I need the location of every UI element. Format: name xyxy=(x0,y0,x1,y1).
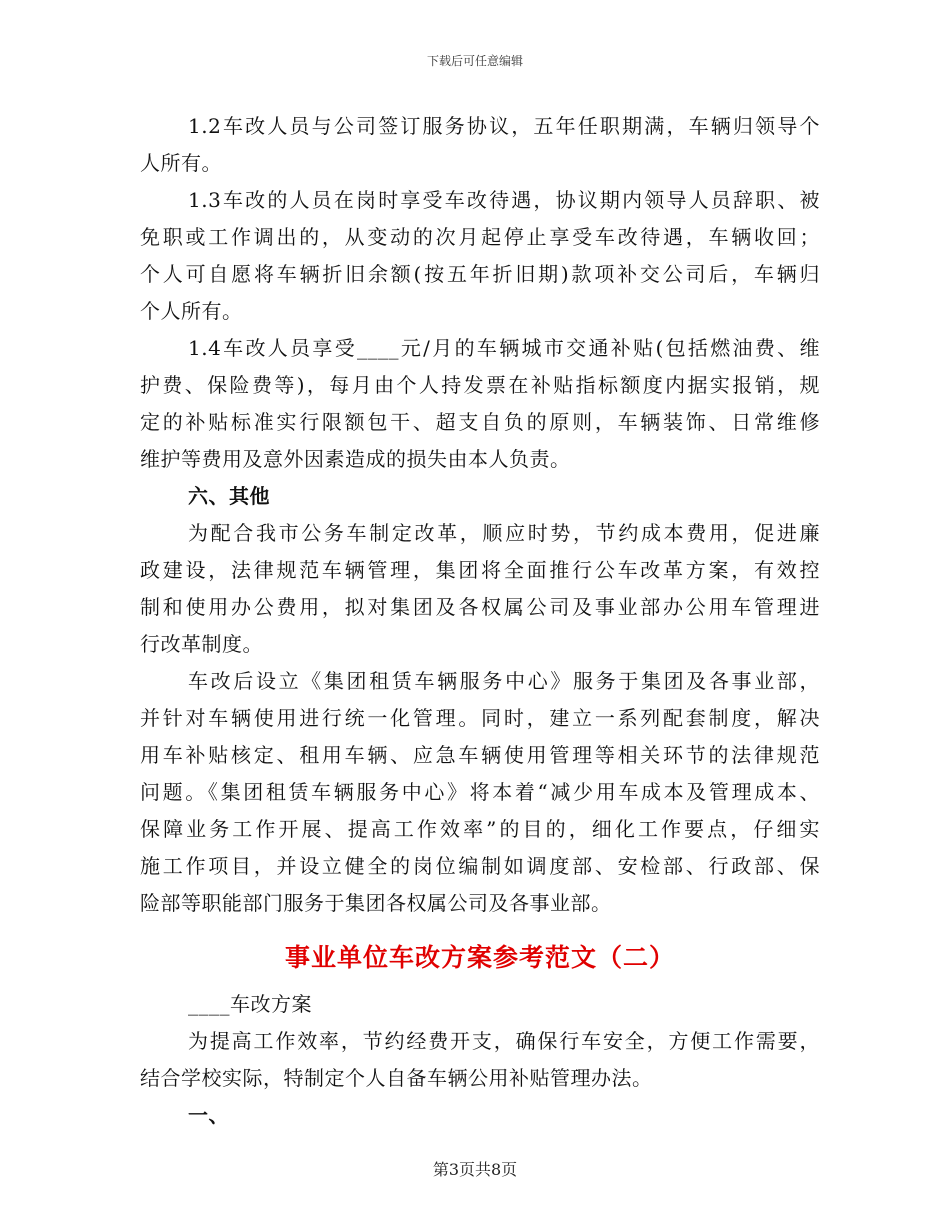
text-line: 为配合我市公务车制定改革，顺应时势，节约成本费用，促进廉 xyxy=(188,521,820,545)
section-paragraphs xyxy=(140,108,820,922)
text-line: 定的补贴标准实行限额包干、超支自负的原则，车辆装饰、日常维修 xyxy=(140,410,820,434)
text-line: 维护等费用及意外因素造成的损失由本人负责。 xyxy=(140,447,571,471)
page-header: 下载后可任意编辑 xyxy=(426,54,523,68)
document-body xyxy=(140,108,820,1134)
text-line: 施工作项目，并设立健全的岗位编制如调度部、安检部、行政部、保 xyxy=(140,854,820,878)
text-line: 为提高工作效率，节约经费开支，确保行车安全，方便工作需要， xyxy=(188,1029,820,1053)
spacer xyxy=(140,922,820,930)
text-line: 护费、保险费等)，每月由个人持发票在补贴指标额度内据实报销，规 xyxy=(140,373,820,397)
text-line: 政建设，法律规范车辆管理，集团将全面推行公车改革方案，有效控 xyxy=(140,558,820,582)
text-line: 用车补贴核定、租用车辆、应急车辆使用管理等相关环节的法律规范 xyxy=(140,743,820,767)
text-line: 结合学校实际，特制定个人自备车辆公用补贴管理办法。 xyxy=(140,1066,653,1090)
section-title: 事业单位车改方案参考范文（二） xyxy=(284,943,675,972)
page-footer: 第3页共8页 xyxy=(432,1160,518,1179)
text-line: 制和使用办公费用，拟对集团及各权属公司及事业部办公用车管理进 xyxy=(140,595,820,619)
text-line: 1.3车改的人员在岗时享受车改待遇，协议期内领导人员辞职、被 xyxy=(188,188,820,212)
text-line: 个人所有。 xyxy=(140,299,243,323)
text-line: 保障业务工作开展、提高工作效率”的目的，细化工作要点，仔细实 xyxy=(140,817,820,841)
text-line: 免职或工作调出的，从变动的次月起停止享受车改待遇，车辆收回； xyxy=(140,225,820,249)
text-line: 行改革制度。 xyxy=(140,632,263,656)
text-line: 问题。《集团租赁车辆服务中心》将本着“减少用车成本及管理成本、 xyxy=(140,780,820,804)
text-line: 险部等职能部门服务于集团各权属公司及各事业部。 xyxy=(140,891,612,915)
section-paragraphs-2 xyxy=(140,986,820,1134)
text-line: 1.2车改人员与公司签订服务协议，五年任职期满，车辆归领导个 xyxy=(188,114,820,138)
section-heading: 六、其他 xyxy=(188,484,270,508)
text-line: 1.4车改人员享受____元/月的车辆城市交通补贴(包括燃油费、维 xyxy=(188,336,820,360)
text-line: 车改后设立《集团租赁车辆服务中心》服务于集团及各事业部， xyxy=(188,669,820,693)
section-heading: 一、 xyxy=(188,1103,229,1127)
text-line: 人所有。 xyxy=(140,151,222,175)
text-line: ____车改方案 xyxy=(188,992,312,1016)
text-line: 并针对车辆使用进行统一化管理。同时，建立一系列配套制度，解决 xyxy=(140,706,820,730)
text-line: 个人可自愿将车辆折旧余额(按五年折旧期)款项补交公司后，车辆归 xyxy=(140,262,820,286)
